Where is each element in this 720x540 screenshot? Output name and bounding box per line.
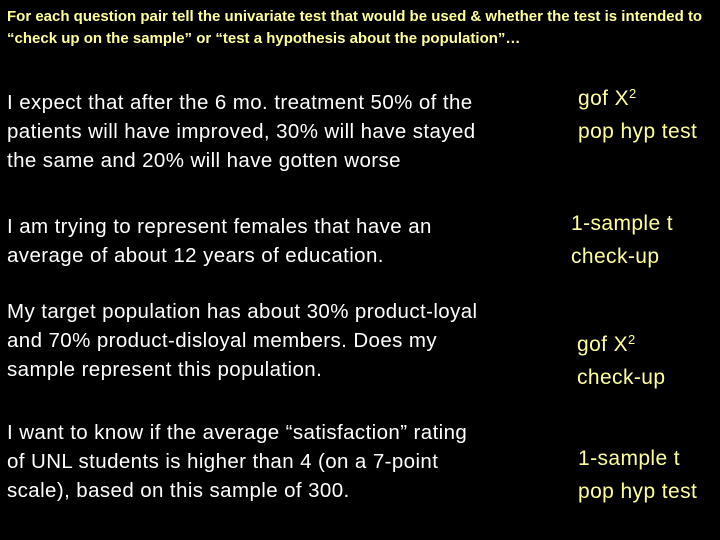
question-3-text: My target population has about 30% product-loyal and 70% product-disloyal members. Does my sample represent this population. — [7, 300, 478, 381]
answer-1-test-superscript: 2 — [629, 86, 637, 101]
answer-3-test-superscript: 2 — [628, 332, 636, 347]
answer-4-test — [578, 442, 697, 475]
answer-2-purpose: check-up — [571, 245, 660, 268]
answer-3 — [577, 328, 665, 394]
answer-2-test — [571, 207, 673, 240]
instructions-header: For each question pair tell the univariate test that would be used & whether the test is intended to “check up on the sample” or “test a hypothesis about the population”… — [7, 8, 703, 47]
answer-3-purpose: check-up — [577, 366, 666, 389]
answer-1 — [578, 82, 697, 148]
answer-1-purpose: pop hyp test — [578, 120, 698, 143]
answer-3-test — [577, 328, 665, 361]
question-4-text: I want to know if the average “satisfaction” rating of UNL students is higher than 4 (on a 7-point scale), based on this sample of 300. — [7, 421, 468, 502]
answer-2 — [571, 207, 673, 273]
answer-4 — [578, 442, 697, 508]
answer-1-test-name: gof X — [578, 87, 630, 110]
answer-4-purpose: pop hyp test — [578, 480, 698, 503]
question-1-text: I expect that after the 6 mo. treatment 50% of the patients will have improved, 30% will have stayed the same and 20% will have gotten worse — [7, 91, 476, 172]
answer-3-test-name: gof X — [577, 333, 629, 356]
answer-2-test-name: 1-sample t — [571, 212, 674, 235]
answer-4-test-name: 1-sample t — [578, 447, 681, 470]
question-2-text: I am trying to represent females that have an average of about 12 years of education. — [7, 215, 432, 267]
answer-1-test — [578, 82, 697, 115]
